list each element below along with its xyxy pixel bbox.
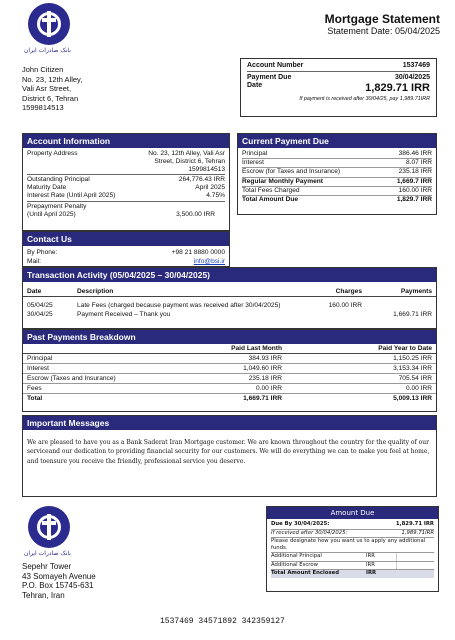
customer-phone: 1599814513 [22, 103, 64, 113]
txn-charges: 160.00 IRR [328, 301, 362, 309]
amount-due-coupon [266, 506, 439, 592]
current-payment-title: Current Payment Due [238, 134, 436, 148]
bank-address [22, 562, 96, 600]
bank-logo-text: بانک صادرات ایران [24, 47, 71, 54]
regular-payment-value: 1,669.7 IRR [396, 177, 432, 185]
additional-escrow-unit: IRR [366, 561, 375, 568]
past-payments-box [22, 329, 437, 412]
principal-value: 386.46 IRR [398, 150, 432, 157]
interest-rate-value: 4.75% [206, 191, 225, 199]
bank-address-line4: Tehran, Iran [22, 590, 65, 600]
penalty-value: 3,500.00 IRR [176, 210, 215, 218]
customer-line2: Vali Asr Street, [22, 84, 72, 94]
contact-box [22, 231, 230, 267]
txn-charges [306, 310, 366, 319]
after-due-value: 1,989.71IRR [401, 529, 434, 536]
payment-due-label: Payment Due [247, 74, 292, 81]
regular-payment-label: Regular Monthly Payment [242, 177, 323, 185]
fees-value: 160.00 IRR [398, 186, 432, 194]
table-row [23, 310, 436, 319]
late-payment-note: If payment is received after 30/04/25, pay 1,989.71IRR [299, 96, 430, 102]
txn-description: Late Fees (charged because payment was received after 30/04/2025) [77, 301, 281, 309]
col-description: Description [77, 288, 114, 295]
total-enclosed-label: Total Amount Enclosed [271, 570, 340, 577]
account-info-box [22, 133, 230, 231]
col-date: Date [27, 288, 42, 295]
row-last: 1,669.71 IRR [243, 395, 282, 402]
account-number-label: Account Number [247, 62, 304, 69]
table-row [23, 374, 436, 384]
messages-title: Important Messages [23, 416, 436, 430]
due-by-label: Due By 30/04/2025: [271, 521, 330, 527]
phone-value: +98 21 8880 0000 [171, 249, 225, 256]
after-due-label: If received after 30/04/2025: [271, 529, 348, 536]
bank-logo-text-bottom: بانک صادرات ایران [24, 550, 71, 557]
past-payments-table [23, 344, 436, 403]
statement-date: Statement Date: 05/04/2025 [327, 26, 440, 36]
row-label: Principal [27, 355, 53, 362]
account-number: 1537469 [402, 62, 430, 69]
interest-rate-label: Interest Rate (Until April 2025) [27, 191, 116, 199]
table-row-total [23, 394, 436, 404]
account-info-title: Account Information [23, 134, 229, 148]
row-label: Escrow (Taxes and Insurance) [27, 375, 116, 382]
property-line2: Street, District 6, Tehran [154, 157, 225, 165]
table-row [23, 354, 436, 364]
row-ytd: 3,153.34 IRR [393, 365, 432, 372]
additional-principal-label: Additional Principal [271, 553, 322, 560]
total-enclosed-unit: IRR [366, 570, 377, 577]
fees-label: Total Fees Charged [242, 186, 300, 194]
table-row [23, 364, 436, 374]
txn-payments [366, 301, 436, 310]
due-by-value: 1,829.71 IRR [395, 521, 434, 527]
property-line1: No. 23, 12th Alley, Vali Asr [148, 150, 225, 157]
escrow-label: Escrow (for Taxes and Insurance) [242, 168, 341, 176]
property-address-value [148, 150, 225, 173]
col-payments: Payments [400, 288, 432, 295]
additional-principal-unit: IRR [366, 553, 375, 560]
bank-address-line2: 43 Somayeh Avenue [22, 571, 96, 581]
transactions-table [23, 287, 436, 319]
interest-value: 8.07 IRR [405, 159, 432, 167]
customer-name: John Citizen [22, 65, 64, 74]
txn-description: Payment Received – Thank you [77, 310, 171, 318]
customer-line1: No. 23, 12th Alley, [22, 74, 83, 84]
maturity-label: Maturity Date [27, 184, 67, 192]
summary-box [240, 58, 437, 117]
row-last: 1,049.60 IRR [243, 365, 282, 372]
row-ytd: 5,009.13 IRR [393, 395, 432, 402]
current-payment-box [237, 133, 437, 215]
designate-note: Please designate how you want us to apply any additional funds. [271, 538, 434, 553]
interest-label: Interest [242, 159, 264, 167]
row-ytd: 1,150.25 IRR [393, 355, 432, 362]
row-label: Interest [27, 365, 49, 372]
bank-logo [28, 3, 70, 45]
bank-logo-bottom [28, 506, 70, 548]
row-last: 384.93 IRR [248, 355, 282, 362]
txn-date: 30/04/25 [27, 310, 53, 318]
col-last-month: Paid Last Month [231, 345, 282, 352]
footer-code: 1537469 34571892 342359127 [160, 617, 285, 626]
property-line3: 1599814513 [188, 165, 225, 173]
phone-label: By Phone: [27, 249, 58, 256]
additional-escrow-input[interactable] [396, 562, 434, 570]
row-last: 0.00 IRR [255, 385, 282, 392]
transactions-box [22, 267, 437, 329]
contact-title: Contact Us [23, 232, 229, 246]
additional-principal-input[interactable] [396, 553, 434, 561]
amount-due-title: Amount Due [267, 507, 438, 519]
txn-payments: 1,669.71 IRR [393, 310, 432, 318]
date-label: Date [247, 82, 263, 89]
col-year-to-date: Paid Year to Date [378, 345, 432, 352]
total-due-label: Total Amount Due [242, 196, 299, 204]
past-payments-title: Past Payments Breakdown [23, 330, 436, 344]
penalty-label-until: (Until April 2025) [27, 210, 76, 218]
row-ytd: 705.54 IRR [398, 375, 432, 382]
outstanding-value: 264,776.43 IRR [178, 176, 225, 184]
amount-due-value: 1,829.71 IRR [365, 82, 430, 94]
bank-address-line3: P.O. Box 15745-631 [22, 581, 94, 591]
mail-label: Mail: [27, 258, 41, 265]
outstanding-label: Outstanding Principal [27, 176, 90, 184]
total-enclosed-input[interactable] [396, 570, 434, 578]
row-last: 235.18 IRR [248, 375, 282, 382]
messages-box [22, 415, 437, 497]
property-address-label: Property Address [27, 150, 78, 157]
row-ytd: 0.00 IRR [405, 385, 432, 392]
page-title: Mortgage Statement [324, 12, 440, 26]
table-row [23, 384, 436, 394]
table-row [23, 301, 436, 310]
col-charges: Charges [335, 288, 362, 295]
txn-date: 05/04/25 [27, 301, 53, 309]
customer-address [22, 65, 82, 113]
payment-due-date: 30/04/2025 [394, 74, 430, 81]
messages-text: We are pleased to have you as a Bank Saderat Iran Mortgage customer. We are known throughout the country for the quality of our serviceand our dedication to providing financial security for our customers. We will do everything we can to make you feel at home, and toensure you receive the friendly, professional service you deserve. [27, 439, 430, 465]
total-due-value: 1,829.7 IRR [396, 196, 432, 204]
row-label: Fees [27, 385, 42, 392]
penalty-label: Prepayment Penalty [27, 202, 87, 210]
col-category [23, 344, 176, 354]
principal-label: Principal [242, 150, 268, 157]
additional-escrow-label: Additional Escrow [271, 561, 318, 568]
bank-address-line1: Sepehr Tower [22, 562, 72, 571]
customer-line3: District 6, Tehran [22, 93, 79, 103]
email-link[interactable]: info@bsi.ir [193, 258, 225, 265]
row-label: Total [27, 395, 43, 402]
escrow-value: 235.18 IRR [398, 168, 432, 176]
maturity-value: April 2025 [195, 184, 225, 192]
transactions-title: Transaction Activity (05/04/2025 – 30/04/2025) [23, 268, 436, 282]
